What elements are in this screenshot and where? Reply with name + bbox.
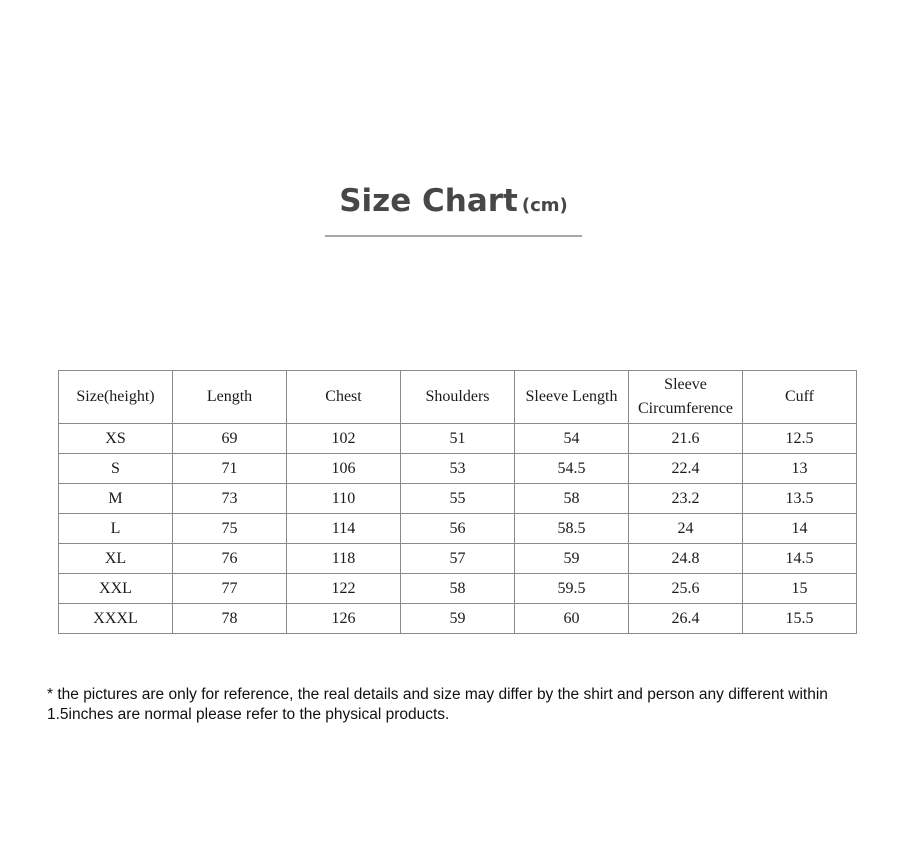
cell-cuff: 13.5	[743, 484, 857, 514]
cell-cuff: 14.5	[743, 544, 857, 574]
cell-length: 75	[173, 514, 287, 544]
cell-size: L	[59, 514, 173, 544]
disclaimer-note: * the pictures are only for reference, the real details and size may differ by the shirt and person any different within 1.5inches are normal please refer to the physical products.	[47, 686, 828, 723]
cell-sleeve-length: 59	[515, 544, 629, 574]
cell-size: S	[59, 454, 173, 484]
cell-sleeve-circumference: 21.6	[629, 424, 743, 454]
cell-sleeve-length: 58.5	[515, 514, 629, 544]
cell-chest: 106	[287, 454, 401, 484]
header-cuff: Cuff	[743, 371, 857, 424]
cell-sleeve-length: 54.5	[515, 454, 629, 484]
table-row	[59, 424, 857, 454]
cell-sleeve-circumference: 24	[629, 514, 743, 544]
cell-chest: 126	[287, 604, 401, 634]
cell-sleeve-circumference: 22.4	[629, 454, 743, 484]
cell-length: 77	[173, 574, 287, 604]
cell-chest: 122	[287, 574, 401, 604]
header-row	[59, 371, 857, 424]
cell-size: M	[59, 484, 173, 514]
header-sleeve-length: Sleeve Length	[515, 371, 629, 424]
cell-sleeve-circumference: 26.4	[629, 604, 743, 634]
header-sleeve-circumference: Sleeve Circumference	[629, 371, 743, 424]
cell-cuff: 14	[743, 514, 857, 544]
cell-shoulders: 57	[401, 544, 515, 574]
cell-chest: 102	[287, 424, 401, 454]
cell-shoulders: 53	[401, 454, 515, 484]
table-row	[59, 484, 857, 514]
cell-length: 78	[173, 604, 287, 634]
cell-cuff: 15.5	[743, 604, 857, 634]
cell-sleeve-circumference: 23.2	[629, 484, 743, 514]
cell-chest: 114	[287, 514, 401, 544]
cell-sleeve-length: 59.5	[515, 574, 629, 604]
header-length: Length	[173, 371, 287, 424]
size-table	[58, 370, 857, 634]
cell-cuff: 12.5	[743, 424, 857, 454]
table-row	[59, 604, 857, 634]
cell-shoulders: 55	[401, 484, 515, 514]
header-shoulders: Shoulders	[401, 371, 515, 424]
table-row	[59, 544, 857, 574]
table-row	[59, 574, 857, 604]
page-title	[325, 183, 582, 237]
cell-length: 69	[173, 424, 287, 454]
cell-sleeve-length: 58	[515, 484, 629, 514]
cell-chest: 110	[287, 484, 401, 514]
cell-sleeve-circumference: 24.8	[629, 544, 743, 574]
cell-size: XXL	[59, 574, 173, 604]
cell-shoulders: 59	[401, 604, 515, 634]
cell-chest: 118	[287, 544, 401, 574]
cell-length: 73	[173, 484, 287, 514]
cell-sleeve-length: 60	[515, 604, 629, 634]
table-row	[59, 514, 857, 544]
table-row	[59, 454, 857, 484]
cell-length: 71	[173, 454, 287, 484]
cell-length: 76	[173, 544, 287, 574]
cell-size: XS	[59, 424, 173, 454]
cell-shoulders: 51	[401, 424, 515, 454]
cell-size: XL	[59, 544, 173, 574]
title-unit: (cm)	[521, 195, 568, 216]
header-chest: Chest	[287, 371, 401, 424]
cell-size: XXXL	[59, 604, 173, 634]
cell-shoulders: 56	[401, 514, 515, 544]
cell-shoulders: 58	[401, 574, 515, 604]
header-size: Size(height)	[59, 371, 173, 424]
title-main: Size Chart	[339, 183, 518, 219]
cell-sleeve-circumference: 25.6	[629, 574, 743, 604]
cell-sleeve-length: 54	[515, 424, 629, 454]
cell-cuff: 13	[743, 454, 857, 484]
cell-cuff: 15	[743, 574, 857, 604]
